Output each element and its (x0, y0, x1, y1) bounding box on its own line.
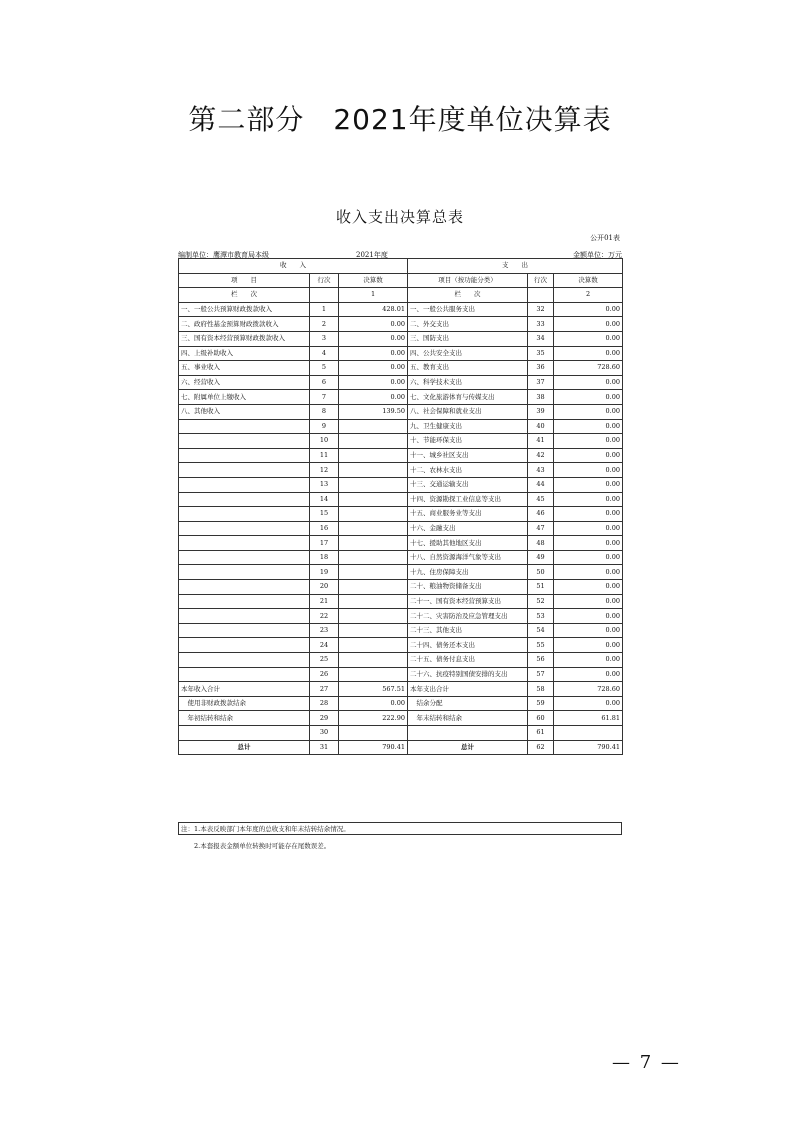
table-row (179, 507, 623, 522)
income-rowno-cell: 24 (310, 638, 339, 653)
part-title: 第二部分 2021年度单位决算表 (188, 103, 612, 136)
table-row (179, 536, 623, 551)
income-item-header: 项 目 (179, 273, 310, 288)
income-rowno-cell: 12 (310, 463, 339, 478)
expense-item-cell: 九、卫生健康支出 (408, 419, 528, 434)
expense-amount-cell: 728.60 (554, 682, 623, 697)
expense-rowno-cell: 49 (528, 550, 554, 565)
income-rowno-cell: 11 (310, 448, 339, 463)
expense-amount-cell: 0.00 (554, 331, 623, 346)
table-row (179, 448, 623, 463)
income-rowno-cell: 26 (310, 667, 339, 682)
expense-amount-cell: 0.00 (554, 463, 623, 478)
header-row-columns (179, 273, 623, 288)
income-item-cell (179, 667, 310, 682)
income-amount-cell: 0.00 (339, 331, 408, 346)
income-amount-cell (339, 638, 408, 653)
expense-amount-cell: 0.00 (554, 550, 623, 565)
expense-header: 支 出 (408, 259, 623, 274)
expense-item-cell: 十六、金融支出 (408, 521, 528, 536)
expense-item-cell: 三、国防支出 (408, 331, 528, 346)
expense-rowno-cell: 54 (528, 623, 554, 638)
expense-item-cell: 十八、自然资源海洋气象等支出 (408, 550, 528, 565)
col2-index: 2 (554, 288, 623, 303)
expense-item-cell: 八、社会保障和就业支出 (408, 404, 528, 419)
income-amount-cell (339, 536, 408, 551)
table-row (179, 580, 623, 595)
income-amount-cell: 0.00 (339, 375, 408, 390)
income-amount-cell (339, 565, 408, 580)
expense-item-cell: 十一、城乡社区支出 (408, 448, 528, 463)
income-rowno-cell: 16 (310, 521, 339, 536)
expense-item-cell: 本年支出合计 (408, 682, 528, 697)
expense-amount-cell: 0.00 (554, 375, 623, 390)
income-item-cell: 七、附属单位上缴收入 (179, 390, 310, 405)
reporting-unit: 编制单位：鹰潭市教育局本级 (178, 251, 269, 259)
income-amount-cell: 222.90 (339, 711, 408, 726)
income-amount-cell (339, 434, 408, 449)
table-row (179, 317, 623, 332)
table-row (179, 492, 623, 507)
expense-item-cell: 二十、粮油物资储备支出 (408, 580, 528, 595)
income-rowno-cell: 22 (310, 609, 339, 624)
income-item-cell (179, 623, 310, 638)
income-total-rowno: 31 (310, 740, 339, 755)
income-amount-cell (339, 653, 408, 668)
income-amount-cell (339, 594, 408, 609)
income-rowno-cell: 30 (310, 726, 339, 741)
income-amount-cell (339, 507, 408, 522)
table-row (179, 375, 623, 390)
expense-rowno-cell: 59 (528, 696, 554, 711)
income-amount-cell (339, 492, 408, 507)
expense-amount-header: 决算数 (554, 273, 623, 288)
income-item-cell: 八、其他收入 (179, 404, 310, 419)
income-rowno-cell: 13 (310, 477, 339, 492)
income-rowno-cell: 29 (310, 711, 339, 726)
income-item-cell (179, 463, 310, 478)
expense-rowno-cell: 50 (528, 565, 554, 580)
income-amount-cell (339, 521, 408, 536)
expense-lanci: 栏 次 (408, 288, 528, 303)
expense-rowno-cell: 48 (528, 536, 554, 551)
income-amount-cell: 0.00 (339, 390, 408, 405)
expense-item-cell: 二十六、抗疫特别国债安排的支出 (408, 667, 528, 682)
expense-amount-cell: 0.00 (554, 653, 623, 668)
income-amount-cell (339, 580, 408, 595)
header-row-lanci (179, 288, 623, 303)
income-rowno-cell: 19 (310, 565, 339, 580)
expense-amount-cell: 0.00 (554, 419, 623, 434)
table-row (179, 361, 623, 376)
expense-item-cell: 十七、援助其他地区支出 (408, 536, 528, 551)
expense-amount-cell: 0.00 (554, 638, 623, 653)
income-item-cell (179, 550, 310, 565)
expense-total-label: 总计 (408, 740, 528, 755)
expense-rowno-cell: 46 (528, 507, 554, 522)
expense-amount-cell: 0.00 (554, 623, 623, 638)
table-note-1: 注：1.本表反映部门本年度的总收支和年末结转结余情况。 (178, 822, 622, 835)
expense-total-rowno: 62 (528, 740, 554, 755)
income-amount-cell (339, 448, 408, 463)
total-row (179, 740, 623, 755)
expense-amount-cell: 61.81 (554, 711, 623, 726)
income-item-cell (179, 507, 310, 522)
expense-rowno-cell: 41 (528, 434, 554, 449)
table-row (179, 565, 623, 580)
expense-rowno-cell: 56 (528, 653, 554, 668)
expense-item-cell: 二十二、灾害防治及应急管理支出 (408, 609, 528, 624)
income-item-cell (179, 609, 310, 624)
header-row-sections (179, 259, 623, 274)
expense-rowno-cell: 40 (528, 419, 554, 434)
income-amount-cell: 0.00 (339, 317, 408, 332)
expense-rowno-cell: 34 (528, 331, 554, 346)
expense-item-header: 项目（按功能分类） (408, 273, 528, 288)
income-rowno-cell: 15 (310, 507, 339, 522)
table-row (179, 331, 623, 346)
income-amount-cell (339, 609, 408, 624)
table-row (179, 302, 623, 317)
income-rowno-cell: 21 (310, 594, 339, 609)
income-amount-cell: 0.00 (339, 361, 408, 376)
table-row (179, 550, 623, 565)
table-row (179, 477, 623, 492)
income-rowno-cell: 2 (310, 317, 339, 332)
expense-item-cell: 十、节能环保支出 (408, 434, 528, 449)
expense-amount-cell (554, 726, 623, 741)
table-row (179, 623, 623, 638)
expense-item-cell: 十九、住房保障支出 (408, 565, 528, 580)
income-item-cell: 三、国有资本经营预算财政拨款收入 (179, 331, 310, 346)
income-item-cell (179, 477, 310, 492)
expense-amount-cell: 0.00 (554, 404, 623, 419)
table-row (179, 638, 623, 653)
income-item-cell (179, 536, 310, 551)
table-row (179, 594, 623, 609)
expense-rowno-cell: 36 (528, 361, 554, 376)
expense-amount-cell: 0.00 (554, 434, 623, 449)
income-item-cell: 使用非财政拨款结余 (179, 696, 310, 711)
expense-item-cell: 二、外交支出 (408, 317, 528, 332)
income-item-cell (179, 638, 310, 653)
expense-rowno-cell: 45 (528, 492, 554, 507)
income-rowno-header: 行次 (310, 273, 339, 288)
expense-amount-cell: 0.00 (554, 580, 623, 595)
income-amount-cell (339, 726, 408, 741)
income-item-cell: 六、经营收入 (179, 375, 310, 390)
expense-rowno-cell: 42 (528, 448, 554, 463)
expense-rowno-cell: 32 (528, 302, 554, 317)
income-rowno-cell: 17 (310, 536, 339, 551)
income-total-amount: 790.41 (339, 740, 408, 755)
table-row (179, 653, 623, 668)
table-row (179, 667, 623, 682)
income-rowno-cell: 3 (310, 331, 339, 346)
table-row (179, 726, 623, 741)
income-item-cell (179, 448, 310, 463)
income-header: 收 入 (179, 259, 408, 274)
expense-amount-cell: 0.00 (554, 477, 623, 492)
income-item-cell (179, 653, 310, 668)
income-amount-cell (339, 550, 408, 565)
expense-item-cell: 十四、资源勘探工业信息等支出 (408, 492, 528, 507)
expense-total-amount: 790.41 (554, 740, 623, 755)
income-item-cell: 本年收入合计 (179, 682, 310, 697)
expense-amount-cell: 0.00 (554, 390, 623, 405)
expense-item-cell: 十三、交通运输支出 (408, 477, 528, 492)
income-item-cell (179, 434, 310, 449)
income-amount-cell: 0.00 (339, 696, 408, 711)
expense-amount-cell: 0.00 (554, 609, 623, 624)
expense-amount-cell: 0.00 (554, 317, 623, 332)
income-rowno-cell: 8 (310, 404, 339, 419)
report-year: 2021年度 (356, 251, 388, 259)
expense-rowno-cell: 39 (528, 404, 554, 419)
expense-rowno-cell: 51 (528, 580, 554, 595)
expense-amount-cell: 0.00 (554, 594, 623, 609)
expense-rowno-cell: 60 (528, 711, 554, 726)
expense-rowno-cell: 61 (528, 726, 554, 741)
empty-cell (528, 288, 554, 303)
table-row (179, 682, 623, 697)
expense-rowno-cell: 37 (528, 375, 554, 390)
expense-rowno-cell: 58 (528, 682, 554, 697)
expense-amount-cell: 0.00 (554, 507, 623, 522)
expense-item-cell (408, 726, 528, 741)
table-note-2: 2.本套报表金额单位转换时可能存在尾数误差。 (194, 842, 331, 850)
table-row (179, 434, 623, 449)
income-item-cell (179, 521, 310, 536)
empty-cell (310, 288, 339, 303)
expense-item-cell: 二十四、债务还本支出 (408, 638, 528, 653)
expense-rowno-header: 行次 (528, 273, 554, 288)
expense-amount-cell: 0.00 (554, 521, 623, 536)
expense-item-cell: 二十三、其他支出 (408, 623, 528, 638)
expense-amount-cell: 0.00 (554, 536, 623, 551)
income-total-label: 总计 (179, 740, 310, 755)
income-rowno-cell: 6 (310, 375, 339, 390)
col1-index: 1 (339, 288, 408, 303)
income-amount-cell (339, 419, 408, 434)
expense-amount-cell: 0.00 (554, 448, 623, 463)
income-rowno-cell: 25 (310, 653, 339, 668)
income-rowno-cell: 14 (310, 492, 339, 507)
form-code: 公开01表 (590, 234, 620, 242)
expense-item-cell: 二十五、债务付息支出 (408, 653, 528, 668)
expense-rowno-cell: 38 (528, 390, 554, 405)
income-item-cell: 二、政府性基金预算财政拨款收入 (179, 317, 310, 332)
table-row (179, 404, 623, 419)
income-item-cell (179, 580, 310, 595)
income-item-cell: 一、一般公共预算财政拨款收入 (179, 302, 310, 317)
income-lanci: 栏 次 (179, 288, 310, 303)
income-item-cell (179, 419, 310, 434)
expense-amount-cell: 0.00 (554, 667, 623, 682)
income-item-cell (179, 565, 310, 580)
income-rowno-cell: 10 (310, 434, 339, 449)
expense-item-cell: 一、一般公共服务支出 (408, 302, 528, 317)
income-expense-table (178, 258, 623, 755)
income-item-cell: 年初结转和结余 (179, 711, 310, 726)
expense-rowno-cell: 55 (528, 638, 554, 653)
table-title: 收入支出决算总表 (335, 208, 464, 226)
income-item-cell (179, 492, 310, 507)
income-item-cell (179, 594, 310, 609)
expense-item-cell: 五、教育支出 (408, 361, 528, 376)
table-row (179, 390, 623, 405)
expense-item-cell: 四、公共安全支出 (408, 346, 528, 361)
expense-rowno-cell: 57 (528, 667, 554, 682)
table-row (179, 609, 623, 624)
income-item-cell (179, 726, 310, 741)
income-amount-cell (339, 623, 408, 638)
expense-item-cell: 年末结转和结余 (408, 711, 528, 726)
income-item-cell: 五、事业收入 (179, 361, 310, 376)
expense-amount-cell: 0.00 (554, 492, 623, 507)
income-rowno-cell: 9 (310, 419, 339, 434)
expense-item-cell: 结余分配 (408, 696, 528, 711)
expense-item-cell: 二十一、国有资本经营预算支出 (408, 594, 528, 609)
income-rowno-cell: 18 (310, 550, 339, 565)
income-amount-cell (339, 477, 408, 492)
expense-item-cell: 七、文化旅游体育与传媒支出 (408, 390, 528, 405)
table-row (179, 419, 623, 434)
table-row (179, 696, 623, 711)
income-rowno-cell: 23 (310, 623, 339, 638)
expense-rowno-cell: 43 (528, 463, 554, 478)
expense-amount-cell: 728.60 (554, 361, 623, 376)
expense-rowno-cell: 33 (528, 317, 554, 332)
amount-unit: 金额单位：万元 (573, 251, 622, 259)
expense-item-cell: 十二、农林水支出 (408, 463, 528, 478)
income-rowno-cell: 7 (310, 390, 339, 405)
income-amount-cell: 139.50 (339, 404, 408, 419)
income-rowno-cell: 4 (310, 346, 339, 361)
expense-rowno-cell: 47 (528, 521, 554, 536)
expense-amount-cell: 0.00 (554, 696, 623, 711)
income-amount-header: 决算数 (339, 273, 408, 288)
income-amount-cell (339, 463, 408, 478)
income-amount-cell: 0.00 (339, 346, 408, 361)
expense-amount-cell: 0.00 (554, 346, 623, 361)
expense-item-cell: 十五、商业服务业等支出 (408, 507, 528, 522)
expense-rowno-cell: 52 (528, 594, 554, 609)
expense-rowno-cell: 53 (528, 609, 554, 624)
expense-rowno-cell: 44 (528, 477, 554, 492)
income-rowno-cell: 1 (310, 302, 339, 317)
income-amount-cell (339, 667, 408, 682)
income-amount-cell: 428.01 (339, 302, 408, 317)
expense-item-cell: 六、科学技术支出 (408, 375, 528, 390)
income-amount-cell: 567.51 (339, 682, 408, 697)
expense-rowno-cell: 35 (528, 346, 554, 361)
income-rowno-cell: 5 (310, 361, 339, 376)
table-row (179, 463, 623, 478)
table-row (179, 711, 623, 726)
table-row (179, 346, 623, 361)
income-item-cell: 四、上级补助收入 (179, 346, 310, 361)
expense-amount-cell: 0.00 (554, 302, 623, 317)
table-row (179, 521, 623, 536)
income-rowno-cell: 27 (310, 682, 339, 697)
page-number: — 7 — (612, 1052, 681, 1073)
income-rowno-cell: 20 (310, 580, 339, 595)
expense-amount-cell: 0.00 (554, 565, 623, 580)
income-rowno-cell: 28 (310, 696, 339, 711)
